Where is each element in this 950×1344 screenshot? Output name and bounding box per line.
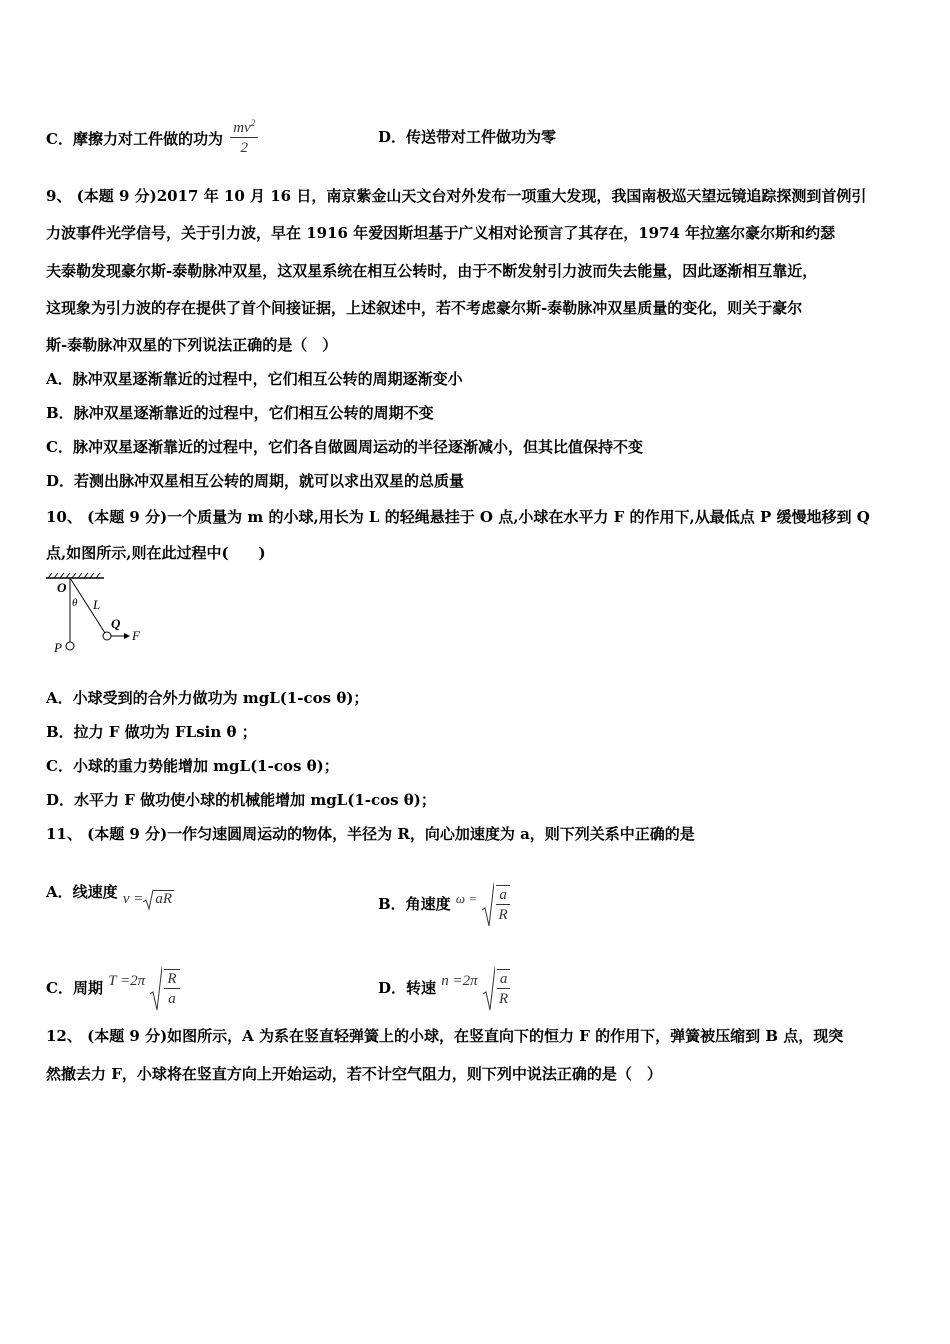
sqrt-sign	[483, 966, 495, 1012]
q11-c-num: R	[164, 970, 179, 989]
label-o: O	[57, 580, 67, 595]
q11-b-lhs: ω =	[455, 891, 478, 906]
q9-stem-line-1: 9、 (本题 9 分)2017 年 10 月 16 日，南京紫金山天文台对外发布一项重大发现，我国南极巡天望远镜追踪探测到首例引	[46, 187, 867, 205]
q11-b-den: R	[498, 907, 508, 923]
q11-option-b-label: B．角速度	[378, 895, 451, 913]
label-theta: θ	[72, 597, 78, 609]
q11-option-d	[378, 966, 510, 1012]
q9-stem-line-2: 力波事件光学信号，关于引力波，早在 1916 年爱因斯坦基于广义相对论预言了其存在，1974 年拉塞尔豪尔斯和约瑟	[46, 224, 836, 242]
q8-formula-num: mv	[233, 120, 251, 136]
q11-option-d-label: D．转速	[378, 979, 437, 997]
q11-a-lhs: v =	[122, 891, 144, 907]
q11-d-formula	[483, 966, 511, 1012]
q9-stem-line-5: 斯-泰勒脉冲双星的下列说法正确的是（ ）	[46, 336, 338, 354]
q11-b-formula	[482, 882, 510, 928]
q11-a-radicand: aR	[155, 891, 173, 907]
q11-c-formula	[150, 966, 179, 1012]
q9-option-d: D．若测出脉冲双星相互公转的周期，就可以求出双星的总质量	[46, 472, 465, 490]
q11-stem: 11、 (本题 9 分)一作匀速圆周运动的物体，半径为 R，向心加速度为 a，则下列关系中正确的是	[46, 825, 695, 843]
q11-b-num: a	[496, 886, 510, 905]
ceiling-hatch	[46, 573, 104, 578]
q9-option-c: C．脉冲双星逐渐靠近的过程中，它们各自做圆周运动的半径逐渐减小，但其比值保持不变	[46, 438, 643, 456]
q8-option-c-formula	[230, 114, 258, 158]
ball-p	[66, 642, 74, 650]
q10-option-b: B．拉力 F 做功为 FLsin θ ；	[46, 723, 257, 741]
q11-option-a-formula	[123, 891, 174, 907]
q8-option-c-label: C．摩擦力对工件做的功为	[46, 130, 223, 148]
q11-c-lhs: T =2π	[108, 973, 146, 989]
q11-option-c	[46, 966, 180, 1012]
q11-d-den: R	[499, 991, 509, 1007]
q8-formula-exp: 2	[250, 118, 256, 128]
q11-option-c-label: C．周期	[46, 979, 103, 997]
label-f: F	[132, 628, 140, 643]
q10-option-c: C．小球的重力势能增加 mgL(1-cos θ)；	[46, 757, 339, 775]
q10-option-a: A．小球受到的合外力做功为 mgL(1-cos θ)；	[46, 689, 369, 707]
q12-stem-line-2: 然撤去力 F，小球将在竖直方向上开始运动，若不计空气阻力，则下列中说法正确的是（ ）	[46, 1065, 662, 1083]
q9-option-a: A．脉冲双星逐渐靠近的过程中，它们相互公转的周期逐渐变小	[46, 370, 463, 388]
q10-stem-line-1: 10、 (本题 9 分)一个质量为 m 的小球,用长为 L 的轻绳悬挂于 O 点,小球在水平力 F 的作用下,从最低点 P 缓慢地移到 Q	[46, 508, 870, 526]
q9-stem-line-4: 这现象为引力波的存在提供了首个间接证据，上述叙述中，若不考虑豪尔斯-泰勒脉冲双星质量的变化，则关于豪尔	[46, 299, 803, 317]
ball-q	[103, 632, 111, 640]
label-p: P	[54, 640, 62, 655]
q11-c-den: a	[168, 991, 176, 1007]
q10-stem-line-2: 点,如图所示,则在此过程中( )	[46, 544, 266, 562]
pendulum-figure	[46, 572, 156, 658]
sqrt-sign	[482, 882, 494, 928]
q8-option-d: D．传送带对工件做功为零	[378, 128, 557, 146]
q11-option-a-label: A．线速度	[46, 883, 118, 901]
sqrt-sign	[150, 966, 162, 1012]
q11-option-b	[378, 882, 510, 928]
q9-stem-line-3: 夫泰勒发现豪尔斯-泰勒脉冲双星，这双星系统在相互公转时，由于不断发射引力波而失去能量，因此逐渐相互靠近，	[46, 262, 818, 280]
label-l: L	[93, 597, 101, 612]
q11-d-num: a	[497, 970, 511, 989]
sqrt-sign	[143, 889, 153, 911]
q11-option-a	[46, 882, 174, 905]
q8-formula-den: 2	[240, 140, 248, 156]
label-q: Q	[111, 616, 121, 631]
q10-option-d: D．水平力 F 做功使小球的机械能增加 mgL(1-cos θ)；	[46, 791, 436, 809]
q8-option-c	[46, 118, 258, 162]
force-arrow-head	[124, 633, 130, 639]
q12-stem-line-1: 12、 (本题 9 分)如图所示，A 为系在竖直轻弹簧上的小球，在竖直向下的恒力 F 的作用下，弹簧被压缩到 B 点，现突	[46, 1027, 844, 1045]
q11-d-lhs: n =2π	[441, 973, 478, 989]
q9-option-b: B．脉冲双星逐渐靠近的过程中，它们相互公转的周期不变	[46, 404, 434, 422]
